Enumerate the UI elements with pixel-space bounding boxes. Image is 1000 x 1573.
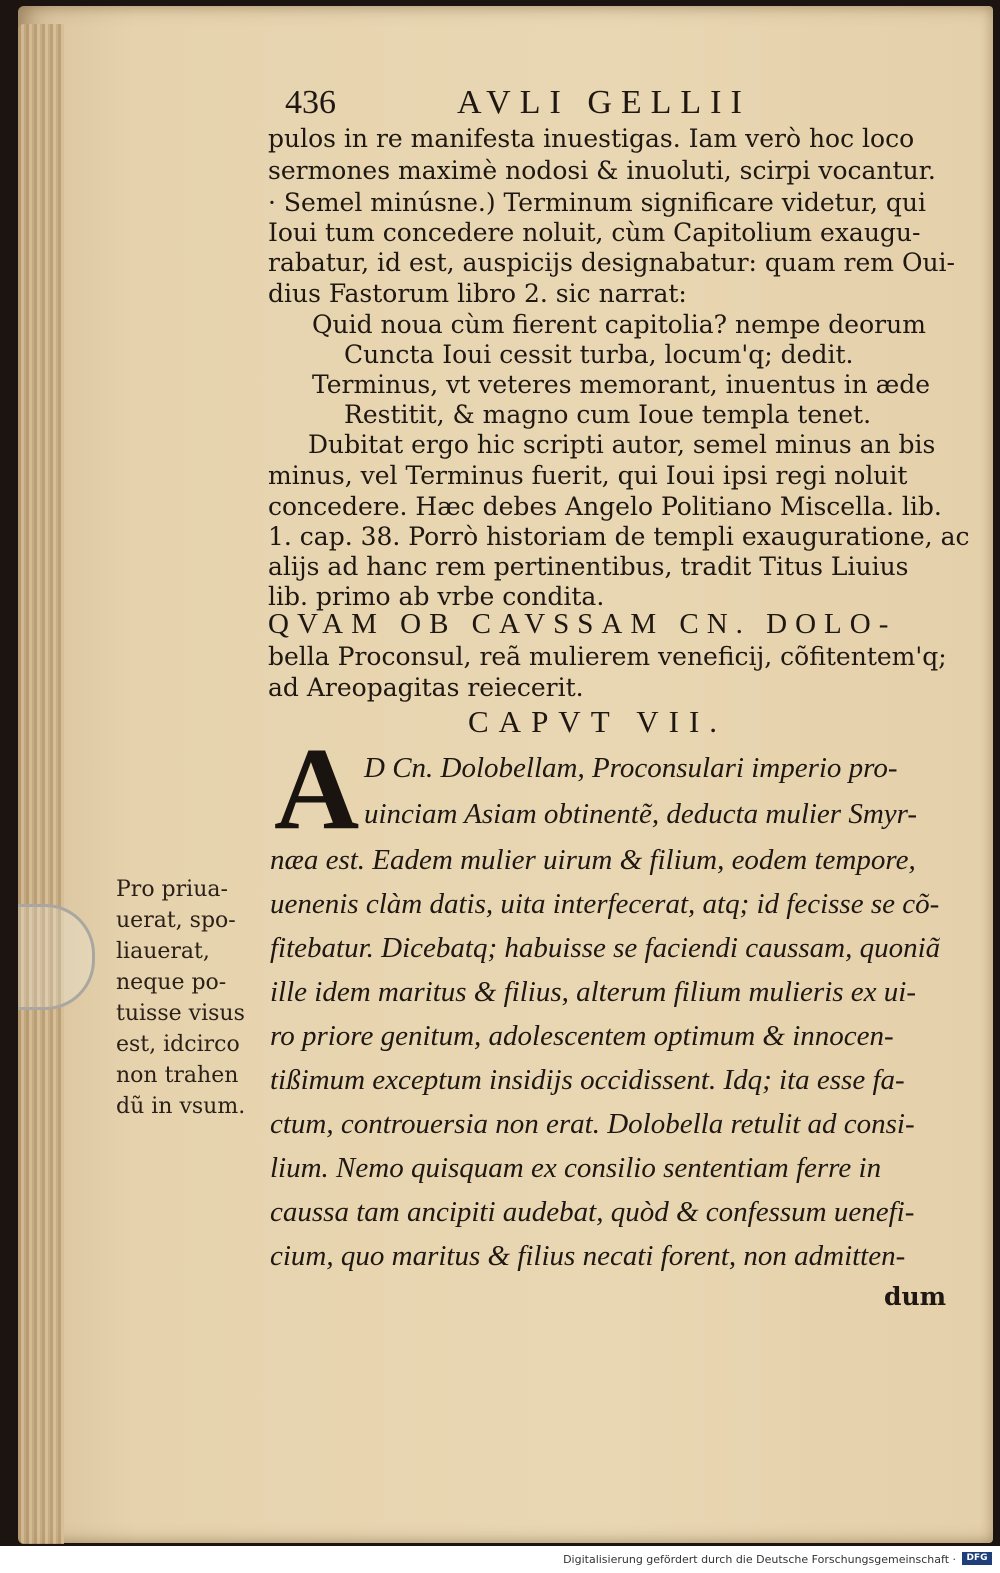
funding-credit: Digitalisierung gefördert durch die Deutsche Forschungsgemeinschaft ·: [563, 1553, 956, 1566]
commentary-line: lib. primo ab vrbe condita.: [268, 582, 605, 611]
margin-note-line: uerat, spo-: [116, 908, 236, 933]
body-line: ctum, controuersia non erat. Dolobella retulit ad consi-: [270, 1108, 915, 1140]
body-line: tißimum exceptum insidijs occidissent. Idq; ita esse fa-: [270, 1064, 905, 1096]
page-edges: [18, 24, 64, 1544]
commentary-line: sermones maximè nodosi & inuoluti, scirpi vocantur.: [268, 156, 936, 185]
catchword: dum: [884, 1282, 947, 1311]
body-line: cium, quo maritus & filius necati forent, non admitten-: [270, 1240, 906, 1272]
margin-note-line: non trahen: [116, 1063, 239, 1088]
body-line: caussa tam ancipiti audebat, quòd & confessum uenefi-: [270, 1196, 915, 1228]
drop-cap: A: [274, 723, 360, 854]
chapter-number: CAPVT VII.: [468, 704, 728, 739]
running-title: AVLI GELLII: [457, 84, 751, 121]
margin-note-line: dũ in vsum.: [116, 1094, 246, 1119]
verse-line: Terminus, vt veteres memorant, inuentus in æde: [312, 370, 931, 399]
margin-note-line: liauerat,: [116, 939, 210, 964]
page-clip: [18, 904, 95, 1010]
page-number: 436: [285, 84, 336, 121]
margin-note-line: est, idcirco: [116, 1032, 240, 1057]
commentary-line: Ioui tum concedere noluit, cùm Capitolium exaugu-: [268, 218, 921, 247]
margin-note-line: neque po-: [116, 970, 227, 995]
commentary-line: Dubitat ergo hic scripti autor, semel minus an bis: [308, 430, 936, 459]
verse-line: Cuncta Ioui cessit turba, locum'q; dedit.: [344, 340, 854, 369]
commentary-line: 1. cap. 38. Porrò historiam de templi exauguratione, ac: [268, 522, 970, 551]
body-line: uinciam Asiam obtinentẽ, deducta mulier Smyr-: [364, 798, 918, 830]
body-line: ro priore genitum, adolescentem optimum & innocen-: [270, 1020, 894, 1052]
body-line: lium. Nemo quisquam ex consilio sententiam ferre in: [270, 1152, 882, 1184]
commentary-line: minus, vel Terminus fuerit, qui Ioui ipsi regi noluit: [268, 461, 908, 490]
dfg-logo: DFG: [962, 1552, 992, 1565]
chapter-title-line: bella Proconsul, reã mulierem veneficij, cõfitentem'q;: [268, 642, 947, 671]
verse-line: Quid noua cùm fierent capitolia? nempe deorum: [312, 310, 926, 339]
chapter-title-line: ad Areopagitas reiecerit.: [268, 673, 584, 702]
body-line: ille idem maritus & filius, alterum filium mulieris ex ui-: [270, 976, 917, 1008]
verse-line: Restitit, & magno cum Ioue templa tenet.: [344, 400, 872, 429]
body-line: næa est. Eadem mulier uirum & filium, eodem tempore,: [270, 844, 916, 876]
commentary-line: pulos in re manifesta inuestigas. Iam verò hoc loco: [268, 124, 915, 153]
commentary-line: rabatur, id est, auspicijs designabatur: quam rem Oui-: [268, 248, 955, 277]
margin-note: [116, 874, 266, 1122]
commentary-line: · Semel minúsne.) Terminum significare videtur, qui: [268, 188, 927, 217]
commentary-line: concedere. Hæc debes Angelo Politiano Miscella. lib.: [268, 492, 942, 521]
margin-note-line: tuisse visus: [116, 1001, 245, 1026]
body-line: fitebatur. Dicebatq; habuisse se faciendi caussam, quoniã: [270, 932, 941, 964]
commentary-line: alijs ad hanc rem pertinentibus, tradit Titus Liuius: [268, 552, 909, 581]
commentary-line: dius Fastorum libro 2. sic narrat:: [268, 279, 687, 308]
footer-bar: [0, 1546, 1000, 1573]
margin-note-line: Pro priua-: [116, 877, 228, 902]
body-line: uenenis clàm datis, uita interfecerat, atq; id fecisse se cõ-: [270, 888, 940, 920]
chapter-title-line: QVAM OB CAVSSAM CN. DOLO-: [268, 608, 897, 640]
body-line: D Cn. Dolobellam, Proconsulari imperio pro-: [364, 752, 898, 784]
